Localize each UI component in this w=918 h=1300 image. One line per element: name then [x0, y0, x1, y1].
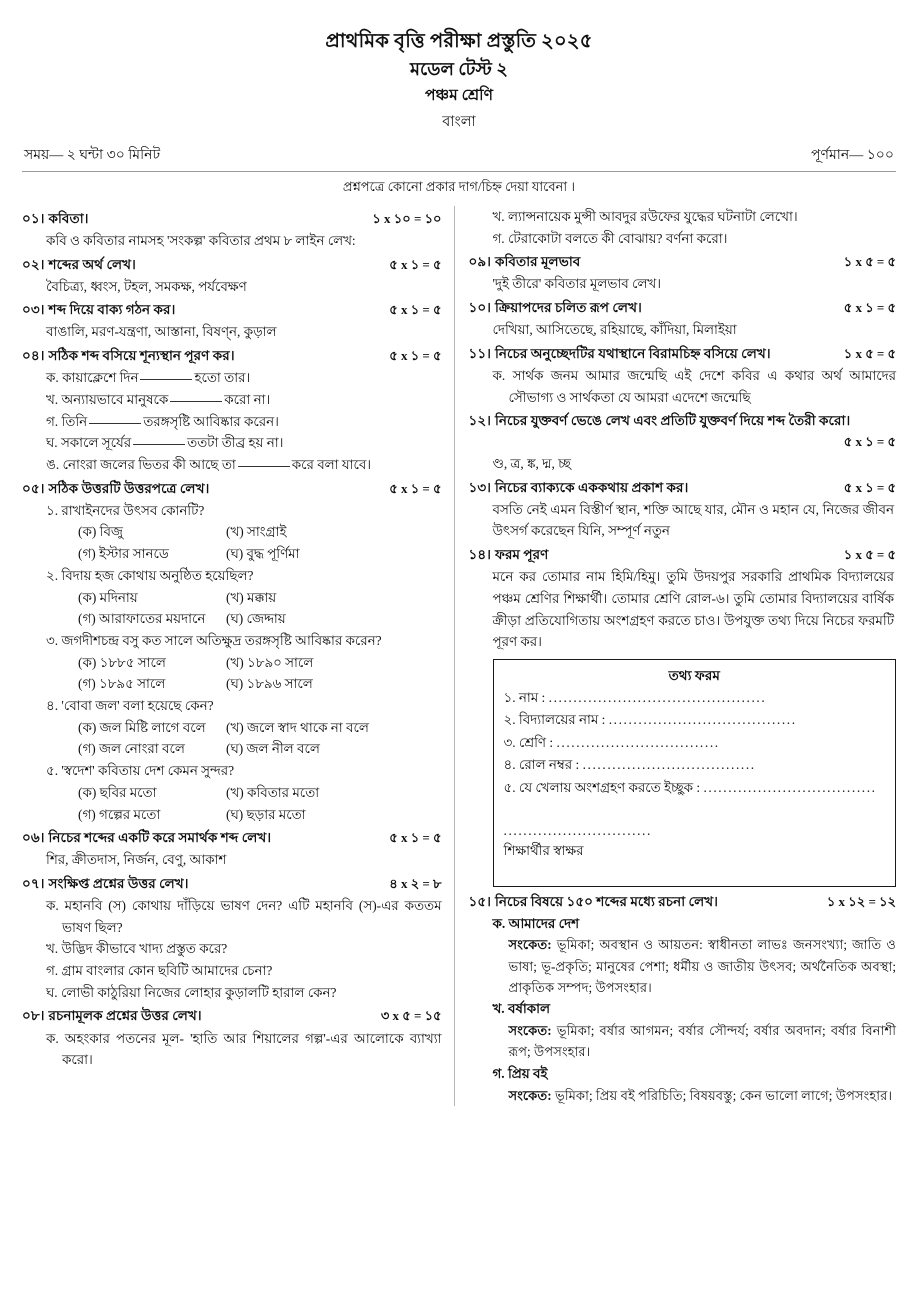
question-13-title: নিচের ব্যাক্যকে এককথায় প্রকাশ কর।: [495, 479, 689, 495]
mcq-option-gha[interactable]: (ঘ) জল নীল বলে: [226, 741, 320, 757]
question-02-number: ০২।: [22, 256, 45, 272]
form-field-dots[interactable]: ...................................: [582, 757, 756, 773]
blank-line: [140, 379, 192, 380]
fill-blank-item: [22, 432, 442, 454]
form-field-school: [504, 709, 886, 732]
mcq-option-kha[interactable]: (খ) সাংগ্রাই: [226, 524, 287, 540]
mcq-option-gha[interactable]: (ঘ) জেদ্দায়: [226, 611, 286, 627]
question-14-body: মনে কর তোমার নাম হিমি/হিমু। তুমি উদয়পুর সরকারি প্রাথমিক বিদ্যালয়ের পঞ্চম শ্রেণির শিক্ষার্থী। তোমার শ্রেণি রোল-৬। তুমি তোমার বিদ্যালয়ের বার্ষিক ক্রীড়া প্রতিযোগিতায় অংশগ্রহণ করতে চাও। উপযুক্ত তথ্য দিয়ে নিচের ফরমটি পূরণ কর।: [492, 569, 894, 650]
question-08-item-kha: খ. ল্যান্সনায়েক মুন্সী আবদুর রউফের যুদ্ধের ঘটনাটা লেখো।: [492, 208, 798, 224]
mcq-option-row: [22, 543, 442, 565]
question-12-number: ১২।: [468, 413, 492, 429]
mcq-option-ga[interactable]: (গ) জল নোংরা বলে: [78, 741, 185, 757]
fill-blank-pre: ক. কায়াক্লেশে দিন: [46, 370, 139, 386]
question-07-item-kha: খ. উদ্ভিদ কীভাবে খাদ্য প্রস্তুত করে?: [46, 941, 228, 957]
information-form-box: [493, 659, 897, 887]
question-14-title: ফরম পূরণ: [495, 547, 549, 563]
essay-topic-ka: ক. আমাদের দেশ: [492, 915, 580, 931]
question-14-marks: ১ x ৫ = ৫: [843, 547, 896, 563]
question-13-heading: [469, 477, 897, 499]
mcq-option-gha[interactable]: (ঘ) বুদ্ধ পূর্ণিমা: [226, 546, 300, 562]
form-field-class: [504, 732, 886, 755]
question-03-marks: ৫ x ১ = ৫: [389, 302, 442, 318]
blank-line: [133, 444, 185, 445]
question-02-marks: ৫ x ১ = ৫: [389, 256, 442, 272]
question-03-number: ০৩।: [22, 302, 45, 318]
question-06-title: নিচের শব্দের একটি করে সমার্থক শব্দ লেখ।: [48, 830, 272, 846]
hint-text: ভূমিকা; প্রিয় বই পরিচিতি; বিষয়বস্তু; কেন ভালো লাগে; উপসংহার।: [551, 1087, 893, 1103]
question-03-title: শব্দ দিয়ে বাক্য গঠন কর।: [48, 302, 176, 318]
question-13-number: ১৩।: [468, 479, 492, 495]
hint-text: ভূমিকা; বর্ষার আগমন; বর্ষার সৌন্দর্য; বর্ষার অবদান; বর্ষার বিনাশী রূপ; উপসংহার।: [508, 1023, 896, 1060]
blank-line: [170, 401, 222, 402]
right-column: [455, 206, 897, 1106]
question-14-number: ১৪।: [468, 547, 492, 563]
form-title: তথ্য ফরম: [668, 668, 720, 684]
question-03-heading: [22, 299, 442, 321]
form-field-dots[interactable]: .................................: [556, 734, 720, 750]
mcq-option-ka[interactable]: (ক) বিজু: [78, 524, 123, 540]
question-02-body: বৈচিত্র্য, ধ্বংস, টহল, সমকক্ষ, পর্যবেক্ষণ: [46, 278, 247, 294]
mcq-option-ka[interactable]: (ক) জল মিষ্টি লাগে বলে: [78, 719, 206, 735]
question-12-title: নিচের যুক্তবর্ণ ভেঙে লেখ এবং প্রতিটি যুক্তবর্ণ দিয়ে শব্দ তৈরী করো।: [495, 413, 851, 429]
essay-topic-kha: খ. বর্ষাকাল: [492, 1001, 550, 1017]
blank-line: [238, 466, 290, 467]
fill-blank-post: করে বলা যাবে।: [291, 456, 372, 472]
left-column: [22, 206, 454, 1106]
question-15-title: নিচের বিষয়ে ১৫০ শব্দের মধ্যে রচনা লেখ।: [495, 893, 718, 909]
question-13-body: বসতি নেই এমন বিস্তীর্ণ স্থান, শক্তি আছে যার, মৌন ও মহান যে, নিজের জীবন উৎসর্গ করেছেন যিনি, সম্পূর্ণ নতুন: [492, 501, 894, 539]
question-09-number: ০৯।: [468, 254, 492, 270]
subject-label: বাংলা: [442, 113, 476, 130]
question-09-body: 'দুই তীরে' কবিতার মূলভাব লেখ।: [492, 276, 662, 292]
form-field-label: ৩. শ্রেণি :: [503, 734, 554, 750]
question-10-number: ১০।: [468, 300, 492, 316]
mcq-option-kha[interactable]: (খ) মক্কায়: [226, 589, 277, 605]
question-06-heading: [22, 827, 442, 849]
question-01-title: কবিতা।: [48, 210, 89, 226]
hint-label: সংকেত:: [508, 937, 552, 953]
mcq-option-gha[interactable]: (ঘ) ১৮৯৬ সালে: [226, 676, 313, 692]
mcq-option-ga[interactable]: (গ) ইস্টার সানডে: [78, 546, 169, 562]
mcq-option-row: [22, 782, 442, 804]
fill-blank-pre: খ. অন্যায়ভাবে মানুষকে: [46, 391, 169, 407]
mcq-option-ka[interactable]: (ক) মদিনায়: [78, 589, 138, 605]
page-title: প্রাথমিক বৃত্তি পরীক্ষা প্রস্তুতি ২০২৫: [325, 31, 593, 52]
mcq-option-row: [22, 804, 442, 826]
model-test-subtitle: মডেল টেস্ট ২: [409, 59, 509, 80]
question-07-item-ka: ক. মহানবি (স) কোথায় দাঁড়িয়ে ভাষণ দেন? এটি মহানবি (স)-এর কততম ভাষণ ছিল?: [46, 897, 442, 935]
question-01-heading: [22, 208, 442, 230]
question-01-number: ০১।: [22, 210, 45, 226]
mcq-stem: ৪. 'বোবা জল' বলা হয়েছে কেন?: [46, 698, 214, 714]
question-08-heading: [22, 1005, 442, 1027]
question-04-number: ০৪।: [22, 348, 45, 364]
form-field-name: [504, 687, 886, 710]
question-07-item-ga: গ. গ্রাম বাংলার কোন ছবিটি আমাদের চেনা?: [46, 963, 273, 979]
mcq-option-ga[interactable]: (গ) আরাফাতের ময়দানে: [78, 611, 206, 627]
question-11-body: ক. সার্থক জনম আমার জন্মেছি এই দেশে কবির এ কথার অর্থ আমাদের সৌভাগ্য ও সার্থকতা যে আমরা এদেশে জন্মেছি: [492, 367, 896, 405]
mcq-option-row: [22, 608, 442, 630]
blank-line: [89, 423, 141, 424]
question-05-title: সঠিক উত্তরটি উত্তরপত্রে লেখ।: [48, 480, 210, 496]
question-10-heading: [469, 297, 897, 319]
question-04-title: সঠিক শব্দ বসিয়ে শূন্যস্থান পূরণ কর।: [48, 348, 235, 364]
question-09-title: কবিতার মূলভাব: [495, 254, 581, 270]
page-header: [0, 0, 918, 135]
question-07-title: সংক্ষিপ্ত প্রশ্নের উত্তর লেখ।: [48, 875, 189, 891]
fill-blank-pre: ঙ. নোংরা জলের ভিতর কী আছে তা: [46, 456, 236, 472]
fill-blank-post: হতো তার।: [194, 370, 251, 386]
question-04-marks: ৫ x ১ = ৫: [389, 348, 442, 364]
mcq-option-gha[interactable]: (ঘ) ছড়ার মতো: [226, 806, 306, 822]
form-field-label: ২. বিদ্যালয়ের নাম :: [503, 712, 606, 728]
question-03-body: বাঙালি, মরণ-যন্ত্রণা, আস্তানা, বিষণ্ন, কুড়াল: [46, 324, 277, 340]
question-06-body: শির, ক্রীতদাস, নির্জন, বেণু, আকাশ: [46, 852, 227, 868]
question-14-heading: [469, 544, 897, 566]
question-07-number: ০৭।: [22, 875, 45, 891]
essay-topic-ga: গ. প্রিয় বই: [492, 1065, 548, 1081]
time-label: সময়— ২ ঘন্টা ৩০ মিনিট: [24, 147, 161, 163]
question-10-marks: ৫ x ১ = ৫: [843, 300, 896, 316]
question-10-body: দেখিয়া, আসিতেছে, রহিয়াছে, কাঁদিয়া, মিলাইয়া: [492, 322, 737, 338]
form-field-label: ১. নাম :: [503, 689, 546, 705]
question-04-heading: [22, 345, 442, 367]
mcq-option-row: [22, 717, 442, 739]
mcq-stem: ৫. 'স্বদেশ' কবিতায় দেশ কেমন সুন্দর?: [46, 763, 235, 779]
question-11-heading: [469, 343, 897, 365]
fill-blank-item: [22, 454, 442, 476]
question-08-title: রচনামূলক প্রশ্নের উত্তর লেখ।: [48, 1008, 202, 1024]
question-05-heading: [22, 478, 442, 500]
question-15-number: ১৫।: [468, 893, 492, 909]
exam-meta-row: [0, 135, 918, 171]
mcq-option-ka[interactable]: (ক) ছবির মতো: [78, 784, 157, 800]
question-13-marks: ৫ x ১ = ৫: [843, 479, 896, 495]
signature-dotted-line[interactable]: ..............................: [503, 823, 652, 839]
question-01-body: কবি ও কবিতার নামসহ 'সংকল্প' কবিতার প্রথম ৮ লাইন লেখ:: [46, 233, 356, 248]
question-08-marks: ৩ x ৫ = ১৫: [380, 1008, 442, 1024]
question-06-number: ০৬।: [22, 830, 45, 846]
signature-label: শিক্ষার্থীর স্বাক্ষর: [503, 843, 584, 859]
question-15-heading: [469, 891, 897, 913]
mcq-stem: ১. রাখাইনদের উৎসব কোনটি?: [46, 502, 205, 518]
mcq-option-row: [22, 587, 442, 609]
question-12-marks: ৫ x ১ = ৫: [843, 434, 896, 450]
question-09-marks: ১ x ৫ = ৫: [843, 254, 896, 270]
question-10-title: ক্রিয়াপদের চলিত রূপ লেখ।: [495, 300, 642, 316]
question-05-number: ০৫।: [22, 480, 45, 496]
mcq-option-ga[interactable]: (গ) গল্পের মতো: [78, 806, 161, 822]
fill-blank-item: [22, 389, 442, 411]
form-field-label: ৫. যে খেলায় অংশগ্রহণ করতে ইচ্ছুক :: [503, 779, 701, 795]
mcq-option-ka[interactable]: (ক) ১৮৮৫ সালে: [78, 654, 166, 670]
hint-label: সংকেত:: [508, 1087, 552, 1103]
question-11-number: ১১।: [468, 345, 492, 361]
mcq-stem: ৩. জগদীশচন্দ্র বসু কত সালে অতিক্ষুদ্র তরঙ্গসৃষ্টি আবিষ্কার করেন?: [46, 632, 382, 648]
form-field-roll: [504, 754, 886, 777]
mcq-option-row: [22, 673, 442, 695]
hint-text: ভূমিকা; অবস্থান ও আয়তন: স্বাধীনতা লাভঃ জনসংখ্যা; জাতি ও ভাষা; ভূ-প্রকৃতি; মানুষের পেশা; ধর্মীয় ও জাতীয় উৎসব; অর্থনৈতিক অবস্থা; প্রাকৃতিক সম্পদ; উপসংহার।: [508, 937, 896, 996]
fill-blank-post: করো না।: [224, 391, 271, 407]
question-06-marks: ৫ x ১ = ৫: [389, 830, 442, 846]
essay-hint-ga: [469, 1085, 897, 1106]
fill-blank-item: [22, 411, 442, 433]
class-label: পঞ্চম শ্রেণি: [425, 87, 493, 105]
question-02-heading: [22, 254, 442, 276]
mcq-option-row: [22, 652, 442, 674]
question-12-body: ণ্ড, ত্র, ঙ্ক, দ্ম, চ্ছ: [492, 456, 571, 472]
form-field-dots[interactable]: ...................................: [703, 779, 877, 795]
full-marks-label: পূর্ণমান— ১০০: [811, 147, 894, 163]
mcq-stem: ২. বিদায় হজ কোথায় অনুষ্ঠিত হয়েছিল?: [46, 567, 254, 583]
mcq-option-row: [22, 738, 442, 760]
fill-blank-pre: ঘ. সকালে সূর্যের: [46, 435, 132, 451]
question-05-marks: ৫ x ১ = ৫: [389, 480, 442, 496]
question-09-heading: [469, 251, 897, 273]
fill-blank-post: তরঙ্গসৃষ্টি আবিষ্কার করেন।: [143, 413, 279, 429]
mcq-option-kha[interactable]: (খ) কবিতার মতো: [226, 784, 320, 800]
question-08-item-ga: গ. টেরাকোটা বলতে কী বোঝায়? বর্ণনা করো।: [492, 230, 728, 246]
question-15-marks: ১ x ১২ = ১২: [826, 893, 896, 909]
question-11-marks: ১ x ৫ = ৫: [843, 345, 896, 361]
question-02-title: শব্দের অর্থ লেখ।: [48, 256, 136, 272]
fill-blank-item: [22, 367, 442, 389]
question-08-item-ka: ক. অহংকার পতনের মূল- 'হাতি আর শিয়ালের গল্প'-এর আলোকে ব্যাখ্যা করো।: [46, 1030, 442, 1068]
form-field-label: ৪. রোল নম্বর :: [503, 757, 580, 773]
question-07-heading: [22, 873, 442, 895]
mcq-option-row: [22, 521, 442, 543]
question-08-number: ০৮।: [22, 1008, 45, 1024]
question-07-item-gha: ঘ. লোভী কাঠুরিয়া নিজের লোহার কুড়ালটি হারাল কেন?: [46, 984, 337, 1000]
two-column-body: [0, 206, 918, 1106]
question-01-marks: ১ x ১০ = ১০: [372, 210, 442, 226]
exam-notice: প্রশ্নপত্রে কোনো প্রকার দাগ/চিহ্ন দেয়া যাবেনা ।: [342, 178, 576, 194]
hint-label: সংকেত:: [508, 1023, 552, 1039]
form-field-sport: [504, 777, 886, 800]
fill-blank-pre: গ. তিনি: [46, 413, 88, 429]
mcq-option-kha[interactable]: (খ) ১৮৯০ সালে: [226, 654, 314, 670]
question-07-marks: ৪ x ২ = ৮: [389, 875, 442, 891]
mcq-option-ga[interactable]: (গ) ১৮৯৫ সালে: [78, 676, 166, 692]
essay-hint-ka: [469, 934, 897, 998]
fill-blank-post: ততটা তীব্র হয় না।: [187, 435, 284, 451]
question-12-heading: [469, 410, 897, 432]
mcq-option-kha[interactable]: (খ) জলে স্বাদ থাকে না বলে: [226, 719, 369, 735]
form-field-dots[interactable]: ............................................: [548, 689, 767, 705]
form-field-dots[interactable]: ......................................: [608, 712, 797, 728]
question-11-title: নিচের অনুচ্ছেদটির যথাস্থানে বিরামচিহ্ন বসিয়ে লেখ।: [495, 345, 771, 361]
essay-hint-kha: [469, 1020, 897, 1063]
